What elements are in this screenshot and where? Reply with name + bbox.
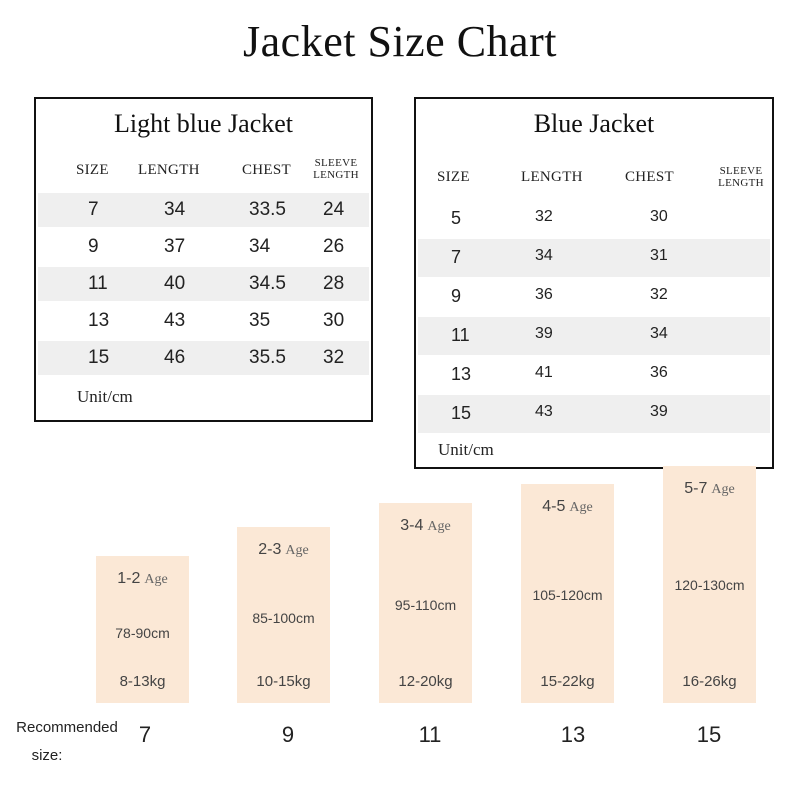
header-sleeve-line1: SLEEVE	[719, 165, 763, 177]
height-range: 120-130cm	[674, 577, 745, 593]
table-cell: 32	[650, 286, 668, 303]
table-cell: 28	[323, 273, 345, 294]
age-range	[96, 570, 189, 588]
table-row	[38, 304, 369, 338]
light-blue-jacket-table	[34, 97, 373, 422]
age-bar	[663, 466, 756, 703]
weight-range: 16-26kg	[682, 673, 737, 690]
height-range: 85-100cm	[252, 610, 315, 626]
table-row	[418, 356, 770, 394]
height-range: 78-90cm	[115, 625, 170, 641]
table-cell: 35	[249, 310, 271, 331]
header-chest: CHEST	[242, 162, 292, 178]
table-cell: 15	[88, 347, 110, 368]
age-range	[663, 480, 756, 498]
table-cell: 24	[323, 199, 345, 220]
age-bar	[521, 484, 614, 703]
age-value: 5-7	[684, 480, 708, 497]
table-cell: 31	[650, 247, 668, 264]
table-cell: 39	[535, 325, 553, 342]
table-cell: 43	[164, 310, 186, 331]
age-word: Age	[569, 500, 593, 515]
header-length: LENGTH	[138, 162, 200, 178]
weight-range: 15-22kg	[540, 673, 595, 690]
table-cell: 35.5	[249, 347, 286, 368]
table-cell: 32	[535, 208, 553, 225]
header-size: SIZE	[76, 162, 109, 178]
table-cell: 7	[88, 199, 99, 220]
recommended-size-value: 13	[560, 722, 586, 747]
table-cell: 34	[535, 247, 553, 264]
header-sleeve-length	[708, 165, 774, 189]
table-row	[418, 395, 770, 433]
light-blue-unit: Unit/cm	[77, 387, 133, 406]
age-word: Age	[711, 482, 735, 497]
table-cell: 34	[650, 325, 668, 342]
age-range	[237, 541, 330, 559]
header-chest: CHEST	[625, 169, 675, 185]
age-bar	[379, 503, 472, 703]
blue-jacket-title: Blue Jacket	[533, 109, 655, 138]
age-value: 1-2	[117, 570, 141, 587]
table-cell: 5	[451, 208, 462, 228]
table-cell: 15	[451, 403, 472, 423]
table-cell: 46	[164, 347, 186, 368]
table-row	[418, 239, 770, 277]
weight-range: 8-13kg	[119, 673, 166, 690]
table-cell: 13	[451, 364, 472, 384]
age-value: 4-5	[542, 498, 566, 515]
age-range	[379, 517, 472, 535]
table-cell: 36	[535, 286, 553, 303]
age-value: 2-3	[258, 541, 282, 558]
age-value: 3-4	[400, 517, 424, 534]
table-row	[38, 230, 369, 264]
header-sleeve-line2: LENGTH	[718, 177, 764, 189]
table-cell: 39	[650, 403, 668, 420]
recommended-label-line1: Recommended	[16, 719, 118, 736]
age-range	[521, 498, 614, 516]
recommended-size-value: 7	[138, 722, 152, 747]
table-row	[38, 267, 369, 301]
recommended-label-line2: size:	[31, 747, 63, 764]
table-cell: 30	[650, 208, 668, 225]
table-cell: 40	[164, 273, 186, 294]
age-bar	[237, 527, 330, 703]
blue-unit: Unit/cm	[438, 440, 494, 459]
weight-range: 10-15kg	[256, 673, 311, 690]
table-row	[418, 317, 770, 355]
header-sleeve-length	[308, 157, 364, 181]
table-cell: 7	[451, 247, 462, 267]
recommended-size-label	[4, 714, 130, 770]
recommended-size-value: 9	[281, 722, 295, 747]
blue-jacket-table	[414, 97, 774, 469]
header-sleeve-line1: SLEEVE	[314, 157, 358, 169]
table-row	[418, 278, 770, 316]
table-row	[38, 193, 369, 227]
table-cell: 34	[164, 199, 186, 220]
table-row	[38, 341, 369, 375]
table-cell: 43	[535, 403, 553, 420]
page-title: Jacket Size Chart	[243, 17, 557, 66]
table-cell: 11	[451, 325, 470, 345]
table-row	[418, 200, 770, 238]
age-word: Age	[285, 543, 309, 558]
table-cell: 36	[650, 364, 668, 381]
table-cell: 13	[88, 310, 110, 331]
table-cell: 41	[535, 364, 553, 381]
table-cell: 32	[323, 347, 345, 368]
age-word: Age	[427, 519, 451, 534]
table-cell: 34.5	[249, 273, 286, 294]
light-blue-jacket-title: Light blue Jacket	[113, 109, 294, 138]
recommended-size-value: 15	[696, 722, 722, 747]
weight-range: 12-20kg	[398, 673, 453, 690]
table-cell: 30	[323, 310, 345, 331]
header-length: LENGTH	[521, 169, 583, 185]
header-sleeve-line2: LENGTH	[313, 169, 359, 181]
table-cell: 33.5	[249, 199, 286, 220]
table-cell: 11	[88, 273, 108, 294]
table-cell: 9	[451, 286, 462, 306]
height-range: 95-110cm	[394, 597, 457, 613]
header-size: SIZE	[437, 169, 470, 185]
table-cell: 37	[164, 236, 186, 257]
table-cell: 26	[323, 236, 345, 257]
age-word: Age	[144, 572, 168, 587]
table-cell: 34	[249, 236, 271, 257]
table-cell: 9	[88, 236, 99, 257]
age-bar	[96, 556, 189, 703]
recommended-size-value: 11	[418, 722, 442, 747]
height-range: 105-120cm	[532, 587, 603, 603]
